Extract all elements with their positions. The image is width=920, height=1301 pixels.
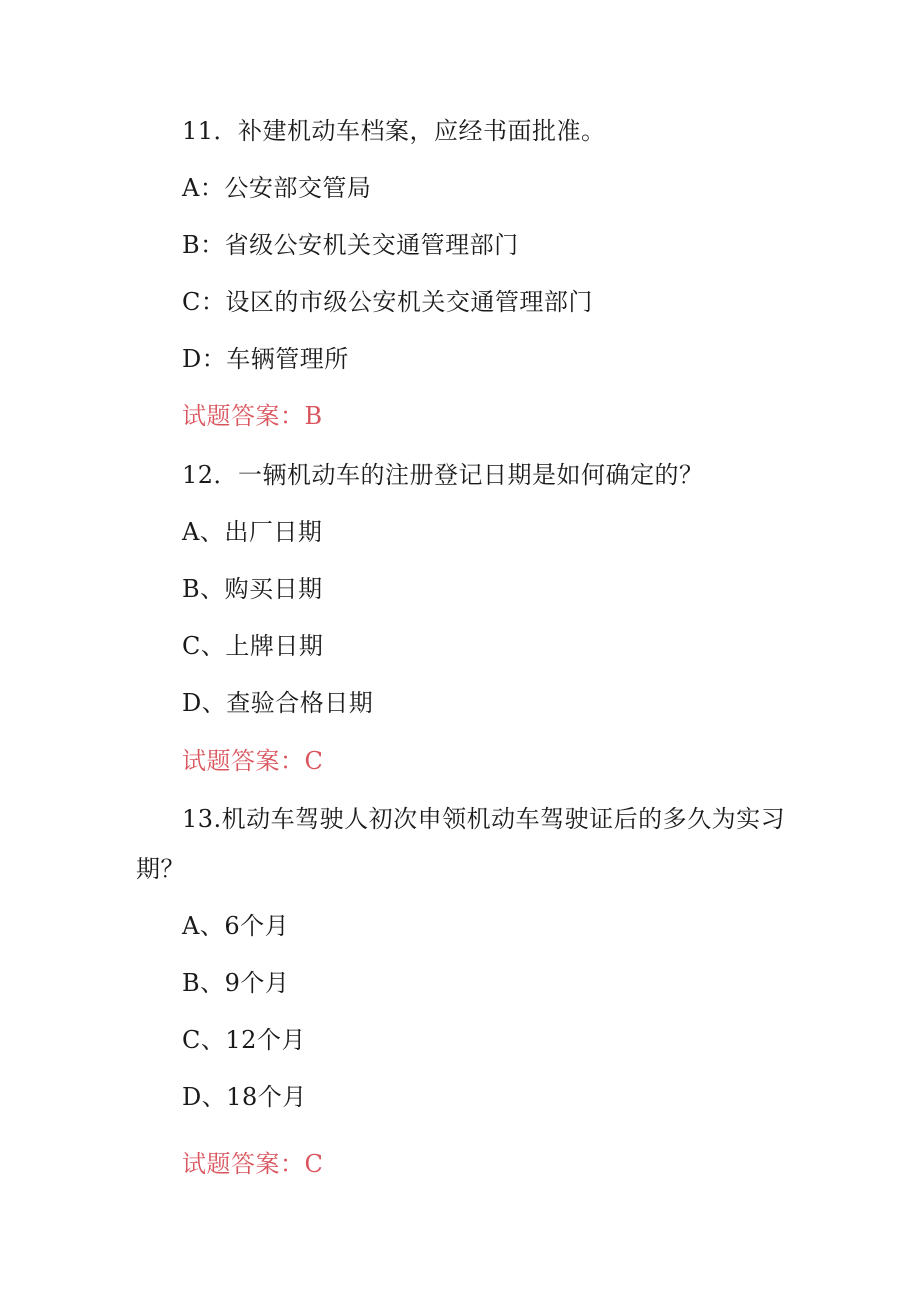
question-13-option-d: D、18个月 xyxy=(182,1083,307,1111)
question-11-answer: 试题答案：B xyxy=(182,402,323,430)
question-13-answer: 试题答案：C xyxy=(182,1150,324,1178)
question-13-option-a: A、6个月 xyxy=(182,912,290,940)
question-12-option-a: A、出厂日期 xyxy=(182,518,323,546)
question-12-stem: 12．一辆机动车的注册登记日期是如何确定的？ xyxy=(182,461,704,489)
question-11-stem: 11．补建机动车档案，应经书面批准。 xyxy=(182,117,606,145)
question-12-option-c: C、上牌日期 xyxy=(182,632,324,660)
question-13-option-b: B、9个月 xyxy=(182,969,290,997)
question-12-answer: 试题答案：C xyxy=(182,747,324,775)
question-13-stem-line2: 期？ xyxy=(136,855,185,883)
question-12-option-b: B、购买日期 xyxy=(182,575,323,603)
question-11-option-b: B：省级公安机关交通管理部门 xyxy=(182,231,519,259)
question-13-stem-line1: 13.机动车驾驶人初次申领机动车驾驶证后的多久为实习 xyxy=(182,805,786,833)
question-11-option-a: A：公安部交管局 xyxy=(182,174,372,202)
question-12-option-d: D、查验合格日期 xyxy=(182,689,374,717)
question-13-option-c: C、12个月 xyxy=(182,1026,306,1054)
question-11-option-c: C：设区的市级公安机关交通管理部门 xyxy=(182,288,593,316)
question-11-option-d: D：车辆管理所 xyxy=(182,345,349,373)
